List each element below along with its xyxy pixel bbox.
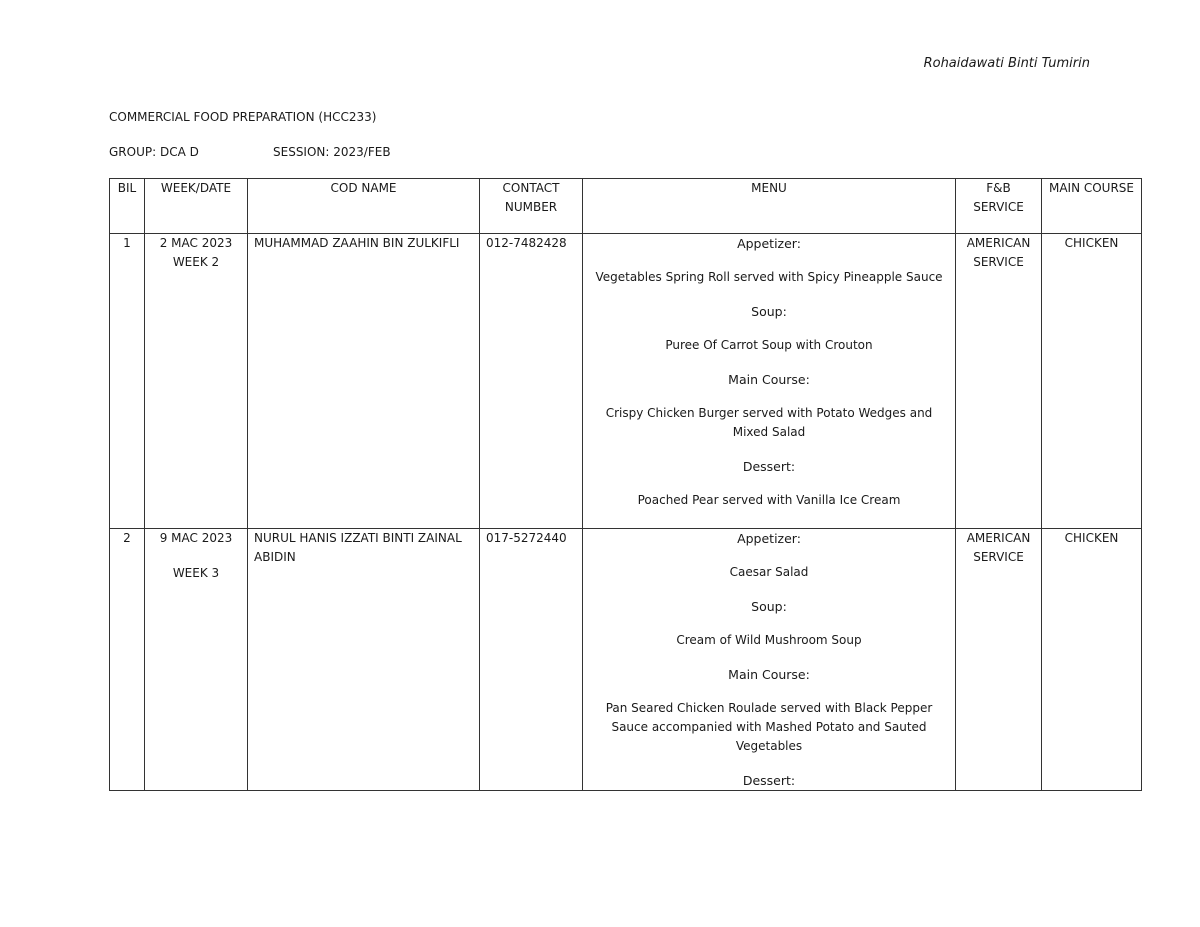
- header-menu: MENU: [583, 179, 956, 234]
- soup-item: Puree Of Carrot Soup with Crouton: [665, 338, 873, 352]
- cell-bil: 1: [110, 234, 145, 529]
- soup-label: Soup:: [751, 304, 787, 319]
- cell-menu: [583, 529, 956, 791]
- week-text: WEEK 3: [172, 566, 220, 580]
- cell-contact: 012-7482428: [480, 234, 583, 529]
- table-header-row: [110, 179, 1142, 234]
- date-text: 9 MAC 2023: [159, 531, 233, 545]
- dessert-label: Dessert:: [742, 459, 796, 474]
- cell-week-date: [145, 234, 248, 529]
- cell-week-date: [145, 529, 248, 791]
- group-session-line: [109, 145, 391, 159]
- cell-menu: [583, 234, 956, 529]
- main-course-item: Crispy Chicken Burger served with Potato Wedges and Mixed Salad: [605, 406, 933, 439]
- cell-cod-name: NURUL HANIS IZZATI BINTI ZAINAL ABIDIN: [248, 529, 480, 791]
- dessert-label: Dessert:: [742, 773, 796, 788]
- header-fb-service: F&B SERVICE: [956, 179, 1042, 234]
- appetizer-item: Vegetables Spring Roll served with Spicy Pineapple Sauce: [595, 270, 943, 284]
- appetizer-label: Appetizer:: [737, 236, 801, 251]
- header-week-date: WEEK/DATE: [145, 179, 248, 234]
- cell-contact: 017-5272440: [480, 529, 583, 791]
- document-title: COMMERCIAL FOOD PREPARATION (HCC233): [109, 110, 377, 124]
- menu-schedule-table: [109, 178, 1142, 791]
- header-cod-name: COD NAME: [248, 179, 480, 234]
- cell-main-course: CHICKEN: [1042, 529, 1142, 791]
- header-contact-number: CONTACT NUMBER: [480, 179, 583, 234]
- cell-cod-name: MUHAMMAD ZAAHIN BIN ZULKIFLI: [248, 234, 480, 529]
- author-name: Rohaidawati Binti Tumirin: [923, 56, 1090, 71]
- date-text: 2 MAC 2023: [159, 236, 233, 250]
- main-course-label: Main Course:: [728, 667, 810, 682]
- appetizer-label: Appetizer:: [737, 531, 801, 546]
- header-bil: BIL: [110, 179, 145, 234]
- cell-main-course: CHICKEN: [1042, 234, 1142, 529]
- table-row: [110, 234, 1142, 529]
- dessert-item: Poached Pear served with Vanilla Ice Cream: [637, 493, 901, 507]
- group-label: GROUP: DCA D: [109, 145, 199, 159]
- cell-fb-service: AMERICAN SERVICE: [956, 529, 1042, 791]
- session-label: SESSION: 2023/FEB: [273, 145, 391, 159]
- table-row: [110, 529, 1142, 791]
- cell-fb-service: AMERICAN SERVICE: [956, 234, 1042, 529]
- header-main-course: MAIN COURSE: [1042, 179, 1142, 234]
- main-course-label: Main Course:: [728, 372, 810, 387]
- cell-bil: 2: [110, 529, 145, 791]
- main-course-item: Pan Seared Chicken Roulade served with Black Pepper Sauce accompanied with Mashed Potato and Sauted Vegetables: [605, 701, 933, 753]
- week-text: WEEK 2: [172, 255, 220, 269]
- appetizer-item: Caesar Salad: [729, 565, 809, 579]
- soup-label: Soup:: [751, 599, 787, 614]
- soup-item: Cream of Wild Mushroom Soup: [676, 633, 862, 647]
